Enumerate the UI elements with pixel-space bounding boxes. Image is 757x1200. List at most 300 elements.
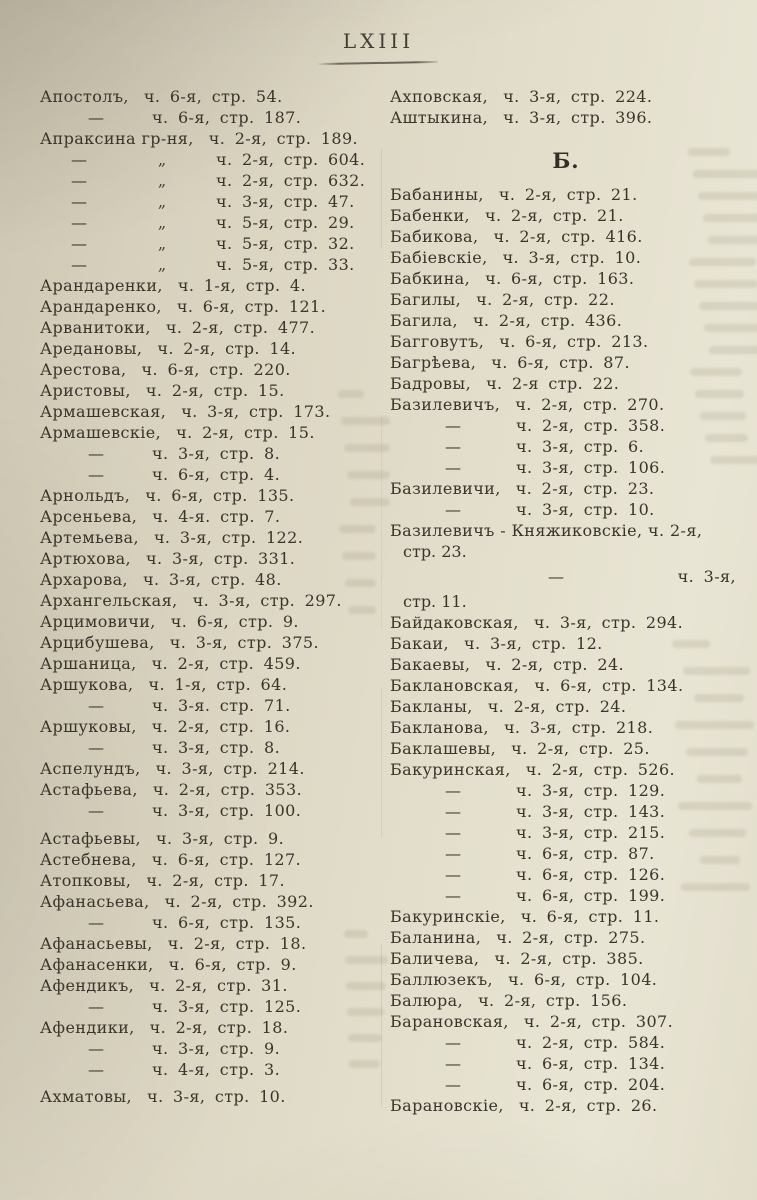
entry-ref: ч. 6-я, стр. 4. [152,465,281,484]
index-entry-continuation [40,233,378,254]
index-entry [390,1095,742,1116]
spacer [390,128,742,148]
ditto-dash: — [88,801,104,820]
index-entry [40,86,378,107]
bleed-through-text [344,444,390,452]
index-entry [40,758,378,779]
entry-ref: ч. 3-я, [677,567,736,586]
entry-ref: ч. 2-я, стр. 31. [149,976,288,995]
column-divider-fragment [381,688,382,838]
index-entry [390,184,742,205]
entry-ref: ч. 3-я, стр. 297. [192,591,342,610]
ditto-dash: — [88,465,104,484]
entry-text: Базилевичъ - Княжиковскіе, ч. 2-я, [390,521,703,540]
entry-ref: ч. 2-я, стр. 16. [151,717,291,736]
bleed-through-text [672,640,710,648]
entry-name: Афанасенки, [40,955,154,974]
index-entry-continuation [40,1059,378,1080]
index-entry-continuation [40,254,378,275]
entry-ref: ч. 6-я, стр. 9. [170,612,299,631]
index-entry-continuation [390,843,742,864]
entry-ref: ч. 2-я, стр. 307. [523,1012,674,1031]
bleed-through-text [690,368,742,376]
entry-ref: ч. 2-я, стр. 604. [216,150,366,169]
entry-ref: ч. 2-я, стр. 189. [208,129,359,148]
ditto-dash: — [445,1054,461,1073]
entry-ref: ч. 2-я, стр. 26. [518,1096,658,1115]
index-entry-continuation [40,912,378,933]
bleed-through-text [347,1008,384,1016]
entry-name: Аристовы, [40,381,131,400]
index-entry [390,394,742,415]
entry-name: Арандаренки, [40,276,163,295]
bleed-through-text [699,302,757,310]
entry-ref: ч. 2-я, стр. 584. [516,1033,666,1052]
entry-ref: ч. 2-я, стр. 23. [515,479,655,498]
entry-ref: ч. 1-я, стр. 64. [148,675,288,694]
spacer [40,821,378,828]
entry-ref: ч. 3-я, стр. 129. [516,781,666,800]
entry-ref: ч. 3-я, стр. 106. [516,458,666,477]
entry-ref: ч. 6-я, стр. 204. [516,1075,666,1094]
bleed-through-text [347,471,390,479]
bleed-through-text [341,417,390,425]
bleed-through-text [704,324,757,332]
column-divider-fragment [381,945,382,1107]
ditto-dash: — [445,802,461,821]
index-entry-wrapped-line [390,541,742,562]
entry-ref: ч. 2-я, стр. 24. [487,697,627,716]
entry-name: Бабіевскіе, [390,248,488,267]
entry-name: Ахповская, [390,87,489,106]
bleed-through-text [689,258,756,266]
index-entry [390,373,742,394]
index-entry [40,485,378,506]
entry-name: Бакланова, [390,718,489,737]
ditto-dash: — [445,865,461,884]
bleed-through-text [686,748,748,756]
entry-name: Бакаи, [390,634,449,653]
entry-ref: ч. 3-я, стр. 10. [502,248,642,267]
index-entry [390,310,742,331]
bleed-through-text [689,829,746,837]
ditto-dash: — [88,444,104,463]
index-entry-continuation [390,415,742,436]
index-entry-continuation [40,1038,378,1059]
index-entry [40,632,378,653]
ditto-dash: — [445,416,461,435]
entry-name: Архангельская, [40,591,178,610]
bleed-through-text [694,694,744,702]
ditto-mark: „ [157,192,167,211]
index-entry [390,226,742,247]
bleed-through-text [344,930,368,938]
index-entry [40,380,378,401]
index-entry [390,759,742,780]
entry-name: Аредановы, [40,339,143,358]
spacer [390,174,742,184]
entry-ref: ч. 3-я, стр. 48. [143,570,282,589]
ditto-dash: — [71,213,87,232]
bleed-through-text [678,802,752,810]
entry-ref: ч. 2-я, стр. 385. [494,949,644,968]
index-entry-continuation [390,1053,742,1074]
index-entry [390,927,742,948]
entry-name: Баланина, [390,928,482,947]
ditto-dash: — [445,437,461,456]
entry-name: Багилы, [390,290,462,309]
ditto-mark: „ [157,150,167,169]
bleed-through-text [345,956,388,964]
index-entry [390,289,742,310]
index-entry [40,590,378,611]
bleed-through-text [349,1060,380,1068]
entry-name: Апраксина гр-ня, [40,129,194,148]
entry-ref: ч. 2-я, стр. 416. [493,227,643,246]
bleed-through-text [346,982,386,990]
index-entry [390,990,742,1011]
entry-name: Армашевскіе, [40,423,162,442]
entry-name: Аршуковы, [40,717,137,736]
entry-name: Арванитоки, [40,318,151,337]
entry-ref: ч. 6-я, стр. 220. [141,360,291,379]
entry-ref: ч. 3-я, стр. 10. [147,1087,286,1106]
index-entry-continuation [390,864,742,885]
entry-ref: ч. 3-я, стр. 218. [503,718,654,737]
entry-ref: ч. 3-я, стр. 396. [503,108,653,127]
entry-name: Барановскіе, [390,1096,504,1115]
entry-name: Афендики, [40,1018,135,1037]
entry-ref: ч. 6-я, стр. 135. [152,913,302,932]
index-entry [390,906,742,927]
bleed-through-text [675,721,754,729]
entry-name: Арсеньева, [40,507,138,526]
ditto-mark: „ [157,255,167,274]
entry-ref: ч. 6-я, стр. 121. [176,297,327,316]
entry-ref: ч. 4-я. стр. 7. [152,507,281,526]
entry-ref: ч. 2-я, стр. 25. [511,739,650,758]
index-entry [390,948,742,969]
entry-ref: ч. 2-я, стр. 270. [515,395,665,414]
entry-ref: ч. 2-я, стр. 392. [164,892,314,911]
entry-name: Базилевичи, [390,479,501,498]
index-entry [390,205,742,226]
index-entry-continuation [40,800,378,821]
index-entry [390,1011,742,1032]
entry-ref: ч. 2-я, стр. 353. [152,780,303,799]
page-title-rule [318,61,438,65]
entry-name: Бадровы, [390,374,472,393]
entry-ref: ч. 2-я, стр. 14. [157,339,297,358]
bleed-through-text [345,579,376,587]
index-entry [390,331,742,352]
ditto-dash: — [88,108,104,127]
entry-name: Армашевская, [40,402,167,421]
ditto-dash: — [88,913,104,932]
index-entry-continuation [40,443,378,464]
entry-ref: ч. 3-я, стр. 375. [169,633,320,652]
index-entry-continuation [40,212,378,233]
ditto-dash: — [548,567,564,586]
index-entry-continuation [40,695,378,716]
index-entry [40,1017,378,1038]
index-entry-continuation [40,737,378,758]
entry-name: Бакуринская, [390,760,511,779]
index-entry-continuation [390,436,742,457]
bleed-through-text [697,775,742,783]
entry-ref: ч. 2-я, стр. 15. [145,381,285,400]
entry-name: Архарова, [40,570,129,589]
index-entry-wrapped-line [390,520,742,541]
bleed-through-text [681,883,750,891]
entry-ref: ч. 6-я, стр. 163. [485,269,635,288]
entry-ref: ч. 3-я, стр. 122. [153,528,304,547]
entry-name: Базилевичъ, [390,395,501,414]
entry-ref: ч. 3-я. стр. 71. [152,696,291,715]
index-entry [40,506,378,527]
ditto-dash: — [88,696,104,715]
index-entry [40,548,378,569]
entry-ref: ч. 6-я, стр. 87. [491,353,630,372]
bleed-through-text [348,1034,382,1042]
index-entry [40,569,378,590]
index-entry [390,969,742,990]
entry-ref: ч. 3-я, стр. 331. [146,549,296,568]
ditto-dash: — [71,255,87,274]
index-entry [40,422,378,443]
entry-name: Аршаница, [40,654,137,673]
entry-name: Арцибушева, [40,633,155,652]
bleed-through-text [703,214,757,222]
entry-name: Ахматовы, [40,1087,133,1106]
entry-ref: ч. 3-я, стр. 143. [516,802,666,821]
entry-name: Атопковы, [40,871,132,890]
index-entry [40,779,378,800]
ditto-dash: — [445,458,461,477]
ditto-dash: — [71,150,87,169]
entry-ref: ч. 2-я, стр. 632. [216,171,366,190]
entry-ref: ч. 2-я, стр. 459. [151,654,301,673]
ditto-mark: „ [157,171,167,190]
index-entry [40,338,378,359]
entry-name: Артемьева, [40,528,139,547]
index-entry [390,478,742,499]
bleed-through-text [705,434,748,442]
entry-ref: ч. 3-я, стр. 10. [516,500,655,519]
index-entry [40,359,378,380]
ditto-dash: — [71,234,87,253]
entry-name: Барановская, [390,1012,509,1031]
ditto-dash: — [88,1060,104,1079]
bleed-through-text [695,390,744,398]
entry-name: Багговутъ, [390,332,485,351]
entry-ref: ч. 3-я, стр. 173. [181,402,331,421]
entry-name: Аршукова, [40,675,134,694]
entry-ref: ч. 3-я, стр. 6. [516,437,645,456]
index-entry-continuation [390,1074,742,1095]
index-entry-continuation [390,566,742,587]
index-entry [40,128,378,149]
entry-ref: ч. 2-я, стр. 18. [149,1018,289,1037]
entry-ref: ч. 6-я, стр. 9. [168,955,297,974]
index-entry-continuation [40,464,378,485]
ditto-dash: — [445,823,461,842]
index-entry [40,401,378,422]
index-entry-continuation [40,107,378,128]
index-entry-continuation [390,457,742,478]
index-entry-wrapped-line [390,591,742,612]
entry-name: Баклановская, [390,676,520,695]
section-letter: Б. [552,148,580,173]
entry-ref: ч. 2-я, стр. 477. [165,318,316,337]
entry-name: Бакуринскіе, [390,907,506,926]
index-entry [40,317,378,338]
entry-ref: ч. 2-я, стр. 17. [146,871,286,890]
entry-ref: ч. 2-я, стр. 275. [496,928,646,947]
entry-ref: ч. 3-я, стр. 12. [464,634,603,653]
ditto-dash: — [445,886,461,905]
index-entry-continuation [390,499,742,520]
bleed-through-text [338,390,364,398]
index-entry [40,716,378,737]
bleed-through-text [683,667,750,675]
index-entry-continuation [40,996,378,1017]
entry-ref: ч. 2-я, стр. 21. [485,206,624,225]
index-entry [40,611,378,632]
bleed-through-text [694,280,757,288]
entry-name: Бабанины, [390,185,484,204]
bleed-through-text [339,525,376,533]
index-entry-continuation [40,149,378,170]
entry-ref: ч. 6-я, стр. 134. [534,676,684,695]
ditto-dash: — [445,844,461,863]
entry-name: Бабикова, [390,227,479,246]
ditto-dash: — [445,500,461,519]
entry-ref: ч. 6-я, стр. 11. [520,907,660,926]
entry-ref: ч. 6-я, стр. 126. [516,865,666,884]
entry-ref: ч. 6-я, стр. 104. [508,970,658,989]
entry-name: Арестова, [40,360,127,379]
entry-ref: ч. 2-я, стр. 156. [478,991,628,1010]
entry-name: Бабенки, [390,206,471,225]
bleed-through-text [700,412,746,420]
entry-ref: ч. 2-я, стр. 15. [176,423,315,442]
entry-ref: ч. 2-я, стр. 21. [498,185,638,204]
index-entry [40,891,378,912]
entry-ref: ч. 3-я, стр. 47. [216,192,355,211]
entry-name: Бабкина, [390,269,471,288]
entry-name: Астебнева, [40,850,137,869]
bleed-through-text [708,236,757,244]
index-entry [40,975,378,996]
entry-name: Бакланы, [390,697,473,716]
entry-name: Арандаренко, [40,297,162,316]
entry-ref: ч. 6-я, стр. 135. [145,486,295,505]
bleed-through-text [693,170,757,178]
entry-name: Багила, [390,311,458,330]
ditto-dash: — [445,1033,461,1052]
entry-name: Арцимовичи, [40,612,156,631]
entry-ref: ч. 5-я, стр. 33. [216,255,355,274]
ditto-mark: „ [157,234,167,253]
entry-text: стр. 11. [403,592,467,611]
entry-ref: ч. 6-я, стр. 199. [516,886,666,905]
index-entry [390,612,742,633]
ditto-dash: — [88,738,104,757]
bleed-through-text [700,856,740,864]
index-entry [40,275,378,296]
index-entry-continuation [390,780,742,801]
bleed-through-text [342,552,376,560]
entry-ref: ч. 5-я, стр. 29. [216,213,355,232]
index-entry [40,849,378,870]
index-entry-continuation [40,191,378,212]
entry-ref: ч. 6-я, стр. 213. [499,332,649,351]
ditto-dash: — [71,192,87,211]
ditto-dash: — [71,171,87,190]
entry-ref: ч. 3-я, стр. 100. [152,801,302,820]
entry-ref: ч. 6-я, стр. 54. [143,87,283,106]
entry-name: Баличева, [390,949,480,968]
entry-ref: ч. 3-я, стр. 125. [152,997,302,1016]
entry-ref: ч. 6-я, стр. 134. [516,1054,666,1073]
entry-name: Балюра, [390,991,464,1010]
index-entry [40,674,378,695]
entry-ref: ч. 2-я, стр. 526. [525,760,676,779]
entry-ref: ч. 3-я, стр. 8. [152,444,281,463]
entry-name: Арнольдъ, [40,486,131,505]
index-entry-continuation [40,170,378,191]
entry-ref: ч. 3-я, стр. 224. [503,87,653,106]
entry-ref: ч. 2-я, стр. 18. [167,934,307,953]
entry-ref: ч. 2-я стр. 22. [486,374,620,393]
bleed-through-text [350,498,390,506]
column-divider-fragment [381,148,382,248]
entry-ref: ч. 3-я, стр. 215. [516,823,666,842]
entry-ref: ч. 6-я, стр. 187. [152,108,302,127]
entry-name: Баллюзекъ, [390,970,494,989]
ditto-dash: — [88,997,104,1016]
index-entry [40,1086,378,1107]
entry-ref: ч. 5-я, стр. 32. [216,234,355,253]
index-entry [390,86,742,107]
entry-ref: ч. 2-я, стр. 358. [516,416,666,435]
entry-name: Аштыкина, [390,108,489,127]
index-entry [40,933,378,954]
index-entry [390,675,742,696]
entry-name: Баклашевы, [390,739,497,758]
bleed-through-text [710,456,757,464]
ditto-dash: — [88,1039,104,1058]
index-entry [40,527,378,548]
ditto-mark: „ [157,213,167,232]
entry-ref: ч. 2-я, стр. 22. [476,290,615,309]
index-entry [40,828,378,849]
entry-ref: ч. 4-я, стр. 3. [152,1060,281,1079]
entry-ref: ч. 3-я, стр. 9. [156,829,285,848]
index-entry [390,696,742,717]
ditto-dash: — [445,781,461,800]
bleed-through-text [348,606,376,614]
index-column-left [40,86,378,1107]
entry-name: Багрѣева, [390,353,477,372]
entry-name: Бакаевы, [390,655,471,674]
index-entry [390,107,742,128]
index-entry [40,653,378,674]
index-entry-continuation [390,1032,742,1053]
entry-name: Афанасьева, [40,892,150,911]
entry-ref: ч. 2-я, стр. 24. [485,655,625,674]
